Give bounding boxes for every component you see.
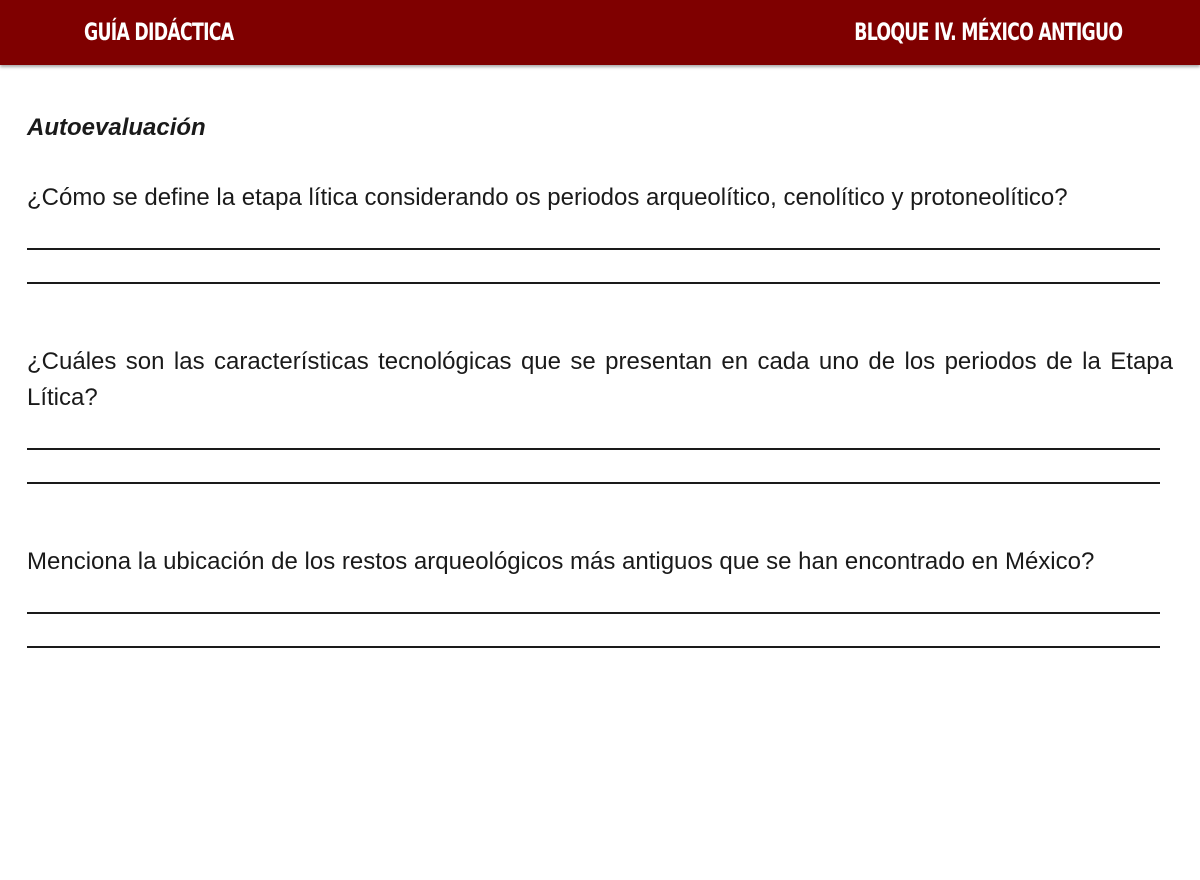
worksheet [27, 108, 1173, 648]
answer-line-2a[interactable] [27, 416, 1160, 450]
answer-line-1a[interactable] [27, 216, 1160, 250]
header-block-title: BLOQUE IV. MÉXICO ANTIGUO [853, 18, 1122, 46]
question-1: ¿Cómo se define la etapa lítica considerando os periodos arqueolítico, cenolítico y protoneolítico? [27, 184, 1068, 211]
answer-line-1b[interactable] [27, 250, 1160, 284]
answer-line-3a[interactable] [27, 580, 1160, 614]
section-title: Autoevaluación [27, 114, 206, 141]
header-bar [0, 0, 1200, 65]
question-2: ¿Cuáles son las características tecnológicas que se presentan en cada uno de los periodos de la Etapa Lítica? [27, 348, 1173, 411]
answer-line-2b[interactable] [27, 450, 1160, 484]
header-guide-title: GUÍA DIDÁCTICA [84, 18, 234, 46]
answer-line-3b[interactable] [27, 614, 1160, 648]
question-3: Menciona la ubicación de los restos arqueológicos más antiguos que se han encontrado en México? [27, 548, 1095, 575]
